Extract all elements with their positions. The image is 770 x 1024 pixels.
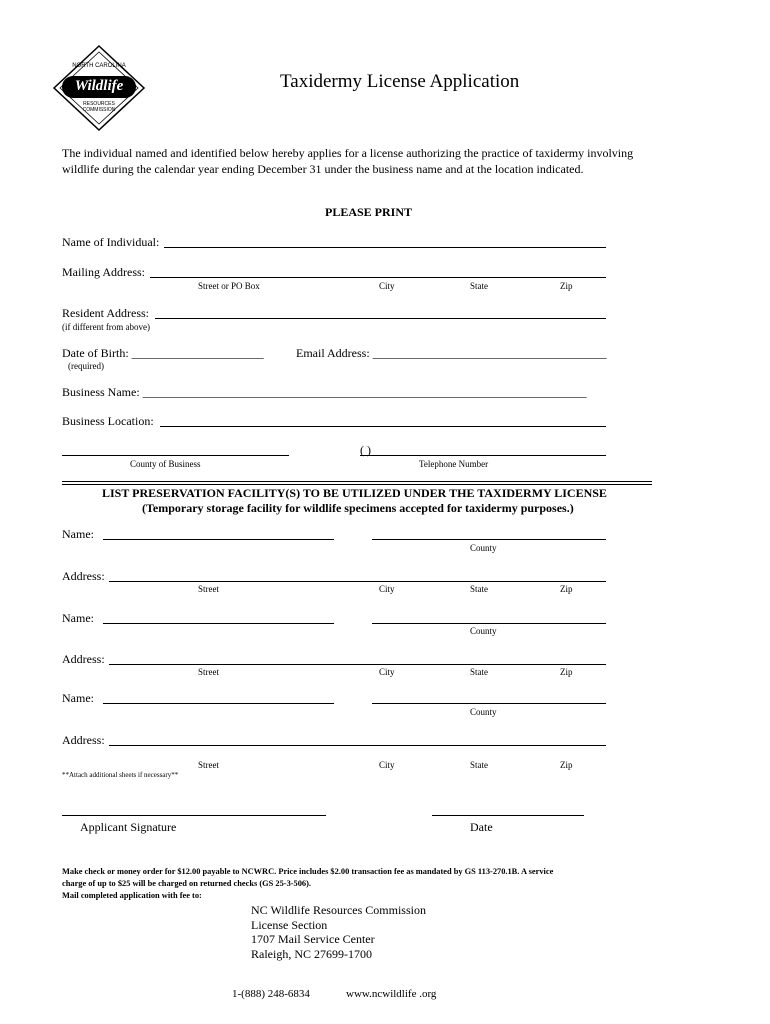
section-divider [62,481,652,482]
facility-1-state-caption: State [470,584,488,594]
address-line-1: NC Wildlife Resources Commission [251,903,426,917]
facility-2-county-caption: County [470,626,497,636]
facility-3-address-label: Address: [62,733,105,747]
footer-website: www.ncwildlife .org [346,988,437,1000]
section-divider-second [62,484,652,485]
logo-top-text: NORTH CAROLINA [72,63,126,69]
footer-phone: 1-(888) 248-6834 [232,988,310,1000]
applicant-signature-field[interactable] [62,815,326,816]
county-of-business-field[interactable] [62,455,289,456]
facility-2-address-field[interactable] [109,664,606,665]
resident-address-field[interactable] [155,318,606,319]
ncwrc-logo [52,44,146,132]
facility-heading: LIST PRESERVATION FACILITY(S) TO BE UTILIZED UNDER THE TAXIDERMY LICENSE [102,486,607,500]
facility-1-county-caption: County [470,543,497,553]
facility-3-name-field[interactable] [103,703,334,704]
phone-area-code[interactable]: ( ) [360,443,371,457]
mailing-address-field[interactable] [150,277,606,278]
business-name-label[interactable] [62,385,587,400]
name-of-individual-label: Name of Individual: [62,235,160,249]
intro-line-1: The individual named and identified below hereby applies for a license authorizing the practice of taxidermy involving [62,146,634,160]
facility-1-zip-caption: Zip [560,584,573,594]
address-line-4: Raleigh, NC 27699-1700 [251,947,372,961]
business-location-field[interactable] [160,426,606,427]
facility-3-name-label: Name: [62,691,94,705]
resident-address-label: Resident Address: [62,306,149,320]
facility-3-street-caption: Street [198,760,219,770]
facility-subheading: (Temporary storage facility for wildlife specimens accepted for taxidermy purposes.) [142,501,574,515]
facility-2-county-field[interactable] [372,623,606,624]
logo-bottom-text: RESOURCES COMMISSION [82,101,116,113]
date-of-birth-label[interactable] [62,346,264,361]
state-caption: State [470,281,488,291]
facility-1-street-caption: Street [198,584,219,594]
facility-2-street-caption: Street [198,667,219,677]
facility-2-name-label: Name: [62,611,94,625]
facility-2-name-field[interactable] [103,623,334,624]
email-address-blank[interactable]: _______________________________________ [372,346,607,360]
facility-3-zip-caption: Zip [560,760,573,770]
facility-1-address-label: Address: [62,569,105,583]
address-line-2: License Section [251,918,328,932]
business-name-text: Business Name: [62,385,140,399]
please-print-heading: PLEASE PRINT [325,205,413,219]
business-name-blank[interactable]: __________________________________________________________________________ [142,385,587,399]
payment-line-2: charge of up to $25 will be charged on returned checks (GS 25-3-506). [62,879,311,888]
applicant-signature-caption: Applicant Signature [80,820,177,834]
email-address-text: Email Address: [296,346,370,360]
facility-1-name-field[interactable] [103,539,334,540]
business-location-label: Business Location: [62,414,154,428]
facility-3-county-field[interactable] [372,703,606,704]
logo-script-text: Wildlife [74,78,124,94]
payment-line-1: Make check or money order for $12.00 payable to NCWRC. Price includes $2.00 transaction fee as mandated by GS 113-270.1B. A service [62,867,554,876]
facility-2-address-label: Address: [62,652,105,666]
date-of-birth-text: Date of Birth: [62,346,129,360]
facility-1-address-field[interactable] [109,581,606,582]
if-different-caption: (if different from above) [62,322,151,332]
zip-caption: Zip [560,281,573,291]
county-of-business-caption: County of Business [130,459,201,469]
street-or-po-caption: Street or PO Box [198,281,260,291]
date-caption: Date [470,820,493,834]
date-field[interactable] [432,815,584,816]
email-address-label[interactable] [296,346,607,361]
city-caption: City [379,281,395,291]
facility-3-address-field[interactable] [109,745,606,746]
facility-2-zip-caption: Zip [560,667,573,677]
facility-1-county-field[interactable] [372,539,606,540]
attach-sheets-note: **Attach additional sheets if necessary** [62,771,179,779]
facility-3-state-caption: State [470,760,488,770]
facility-2-state-caption: State [470,667,488,677]
page-title: Taxidermy License Application [280,71,520,92]
telephone-number-field[interactable] [360,455,606,456]
facility-1-city-caption: City [379,584,395,594]
mailing-address-label: Mailing Address: [62,265,145,279]
intro-line-2: wildlife during the calendar year ending December 31 under the business name and at the location indicated. [62,162,584,176]
telephone-number-caption: Telephone Number [419,459,489,469]
facility-3-county-caption: County [470,707,497,717]
facility-1-name-label: Name: [62,527,94,541]
required-caption: (required) [68,361,104,371]
date-of-birth-blank[interactable]: ______________________ [131,346,264,360]
payment-line-3: Mail completed application with fee to: [62,891,202,900]
facility-2-city-caption: City [379,667,395,677]
facility-3-city-caption: City [379,760,395,770]
address-line-3: 1707 Mail Service Center [251,932,375,946]
name-of-individual-field[interactable] [164,247,606,248]
